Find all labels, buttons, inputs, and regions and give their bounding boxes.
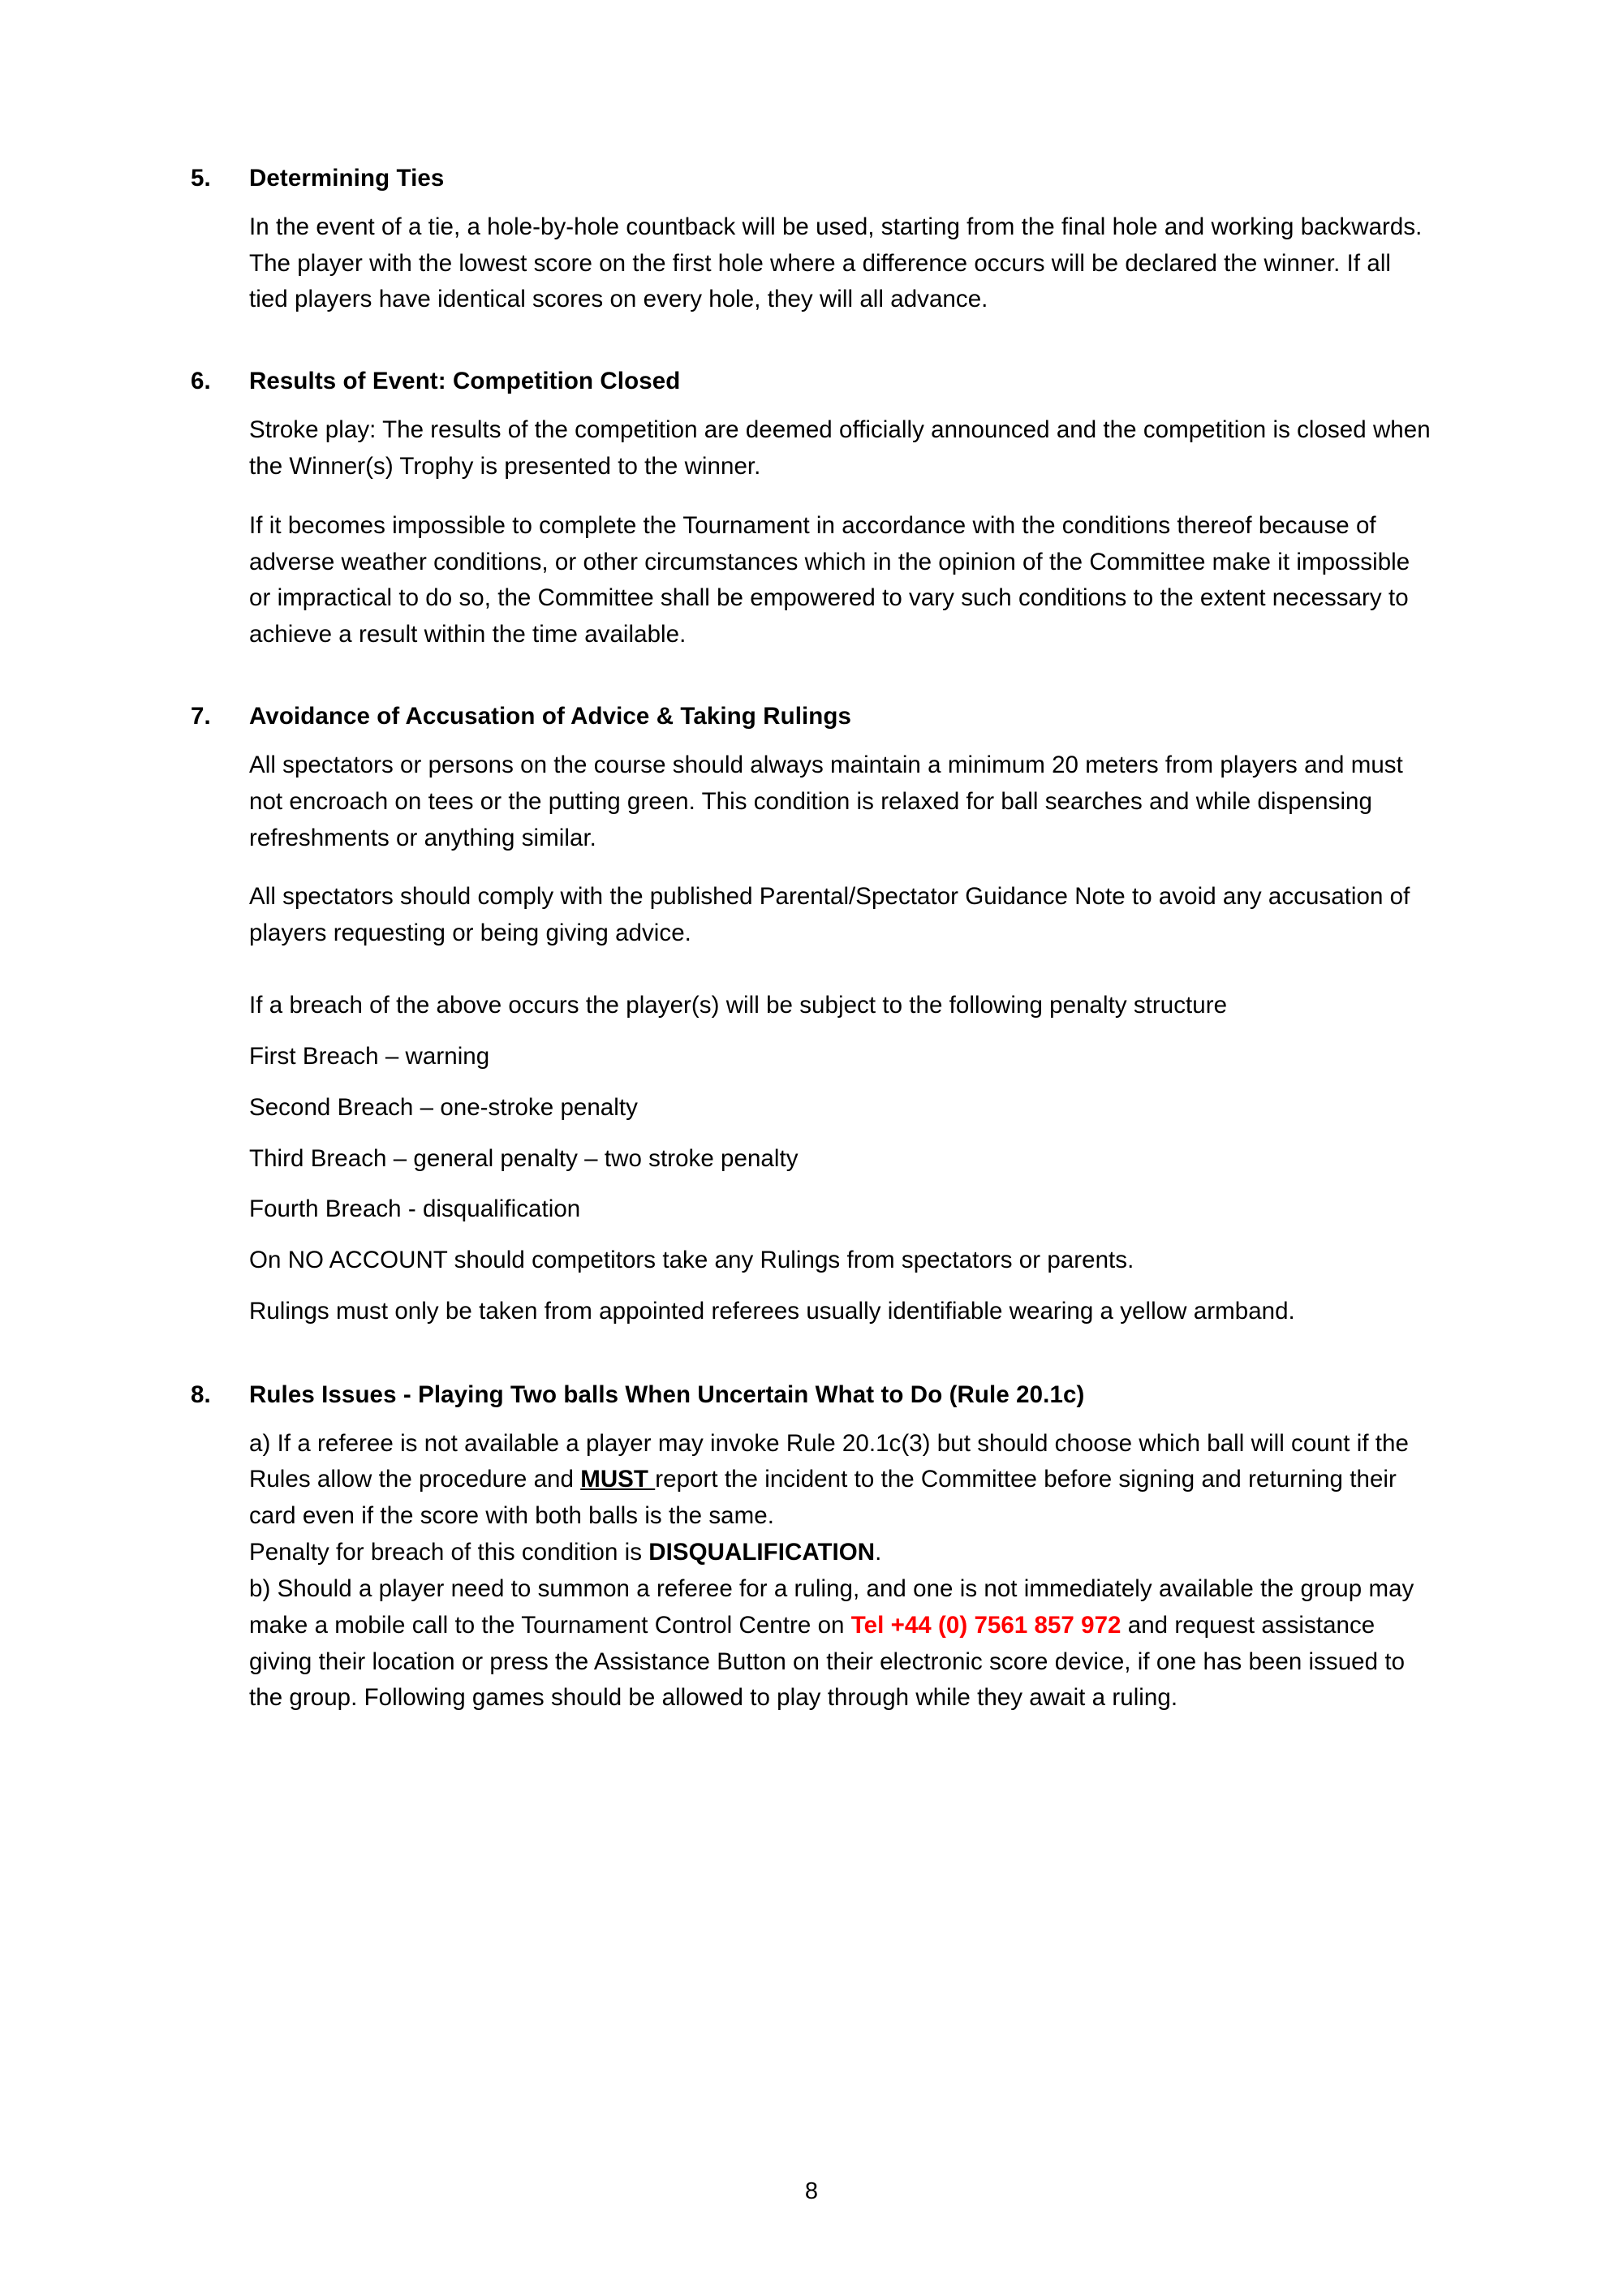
- section-body: [249, 747, 1432, 1330]
- item-a-text-part2: report the incident to the Committee before signing and returning their card even if the score with both balls is the same.: [249, 1466, 1397, 1530]
- penalty-suffix: .: [875, 1539, 882, 1566]
- section-heading: [191, 700, 1432, 733]
- item-b-text-part2: and request assistance giving their location or press the Assistance Button on their electronic score device, if one has been issued to the group. Following games should be allowed to play through while they await a ruling.: [249, 1611, 1406, 1712]
- spacer: [191, 733, 1432, 747]
- penalty-intro: If a breach of the above occurs the player(s) will be subject to the following penalty structure: [249, 992, 1228, 1019]
- item-b-paragraph: [249, 1571, 1432, 1717]
- section-heading: [191, 162, 1432, 195]
- penalty-line: Third Breach – general penalty – two stroke penalty: [249, 1144, 799, 1172]
- penalty-line: First Breach – warning: [249, 1042, 490, 1070]
- spacer: [191, 661, 1432, 700]
- penalty-line: Second Breach – one-stroke penalty: [249, 1093, 638, 1121]
- section-results-of-event: [191, 365, 1432, 653]
- paragraph: In the event of a tie, a hole-by-hole countback will be used, starting from the final hole and working backwards. The player with the lowest score on the first hole where a difference occurs will be declared the winner. If all tied players have identical scores on every hole, they will all advance.: [249, 213, 1423, 313]
- section-number: 6.: [191, 368, 211, 395]
- spacer: [249, 1075, 1432, 1090]
- paragraph: All spectators should comply with the published Parental/Spectator Guidance Note to avoid any accusation of players requesting or being giving advice.: [249, 883, 1410, 947]
- spacer: [249, 493, 1432, 508]
- spacer: [249, 1024, 1432, 1039]
- section-heading: [191, 1379, 1432, 1411]
- paragraph: If it becomes impossible to complete the Tournament in accordance with the conditions thereof because of adverse weather conditions, or other circumstances which in the opinion of the Committee make it impossible or impractical to do so, the Committee shall be empowered to vary such conditions to the extent necessary to achieve a result within the time available.: [249, 511, 1410, 648]
- section-body: [249, 209, 1432, 318]
- tournament-control-phone: Tel +44 (0) 7561 857 972: [850, 1611, 1121, 1639]
- section-number: 7.: [191, 703, 211, 730]
- spacer: [191, 398, 1432, 412]
- closing-line: On NO ACCOUNT should competitors take any Rulings from spectators or parents.: [249, 1247, 1134, 1274]
- section-title: Results of Event: Competition Closed: [249, 368, 681, 395]
- section-heading: [191, 365, 1432, 398]
- item-a-paragraph: [249, 1426, 1432, 1535]
- spacer: [191, 326, 1432, 365]
- paragraph: All spectators or persons on the course should always maintain a minimum 20 meters from players and must not encroach on tees or the putting green. This condition is relaxed for ball searches and while dispensing refreshments or anything similar.: [249, 751, 1403, 851]
- spacer: [249, 1279, 1432, 1294]
- must-emphasis: MUST: [580, 1466, 656, 1493]
- section-title: Determining Ties: [249, 165, 445, 192]
- spacer: [249, 960, 1432, 988]
- section-body: [249, 412, 1432, 653]
- item-b-text-part1: b) Should a player need to summon a referee for a ruling, and one is not immediately available the group may make a mobile call to the Tournament Control Centre on: [249, 1574, 1414, 1639]
- spacer: [191, 195, 1432, 209]
- section-body: [249, 1426, 1432, 1717]
- penalty-line: Fourth Breach - disqualification: [249, 1195, 581, 1223]
- section-title: Avoidance of Accusation of Advice & Taking Rulings: [249, 703, 852, 730]
- closing-line: Rulings must only be taken from appointed referees usually identifiable wearing a yellow armband.: [249, 1298, 1295, 1325]
- section-avoidance-of-accusation: [191, 700, 1432, 1330]
- item-a-text-part1: a) If a referee is not available a player may invoke Rule 20.1c(3) but should choose which ball will count if the Rules allow the procedure and: [249, 1429, 1409, 1493]
- section-title: Rules Issues - Playing Two balls When Uncertain What to Do (Rule 20.1c): [249, 1381, 1085, 1408]
- spacer: [191, 1330, 1432, 1379]
- section-number: 5.: [191, 165, 211, 192]
- penalty-word: DISQUALIFICATION: [648, 1539, 876, 1566]
- spacer: [191, 1411, 1432, 1426]
- section-determining-ties: [191, 162, 1432, 318]
- spacer: [249, 1177, 1432, 1191]
- spacer: [249, 1126, 1432, 1141]
- spacer: [249, 864, 1432, 879]
- paragraph: Stroke play: The results of the competition are deemed officially announced and the competition is closed when the Winner(s) Trophy is presented to the winner.: [249, 416, 1431, 480]
- penalty-statement: [249, 1535, 1432, 1571]
- spacer: [249, 1228, 1432, 1243]
- page-number: 8: [804, 2178, 819, 2204]
- section-rules-issues: [191, 1379, 1432, 1717]
- section-number: 8.: [191, 1381, 211, 1408]
- penalty-prefix: Penalty for breach of this condition is: [249, 1539, 649, 1566]
